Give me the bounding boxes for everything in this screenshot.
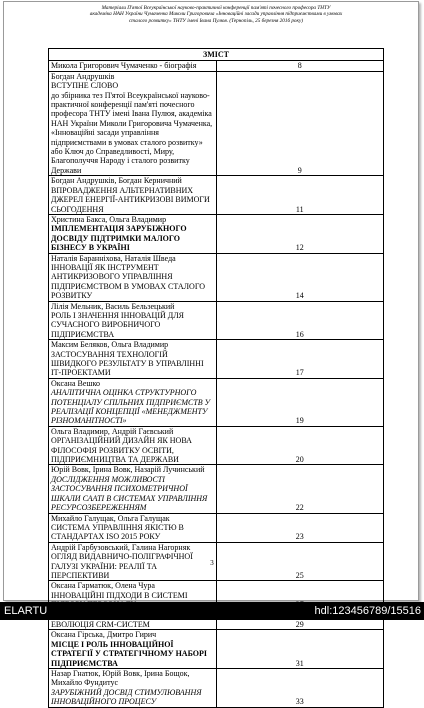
toc-entry-authors: Оксана Гарматюк, Олена Чура xyxy=(51,581,155,591)
toc-entry-title: ЕВОЛЮЦІЯ CRM-СИСТЕМ xyxy=(51,619,150,629)
toc-entry-page: 33 xyxy=(216,669,384,708)
toc-entry-text xyxy=(49,301,217,340)
toc-entry-authors: Юрій Вовк, Ірина Вовк, Назарій Лучинський xyxy=(51,465,205,475)
toc-entry-title: ІМПЛЕМЕНТАЦІЯ ЗАРУБІЖНОГО ДОСВІДУ ПІДТРИМКИ МАЛОГО БІЗНЕСУ В УКРАЇНІ xyxy=(51,224,187,253)
toc-entry-page: 14 xyxy=(216,253,384,301)
toc-entry-row xyxy=(49,426,384,465)
toc-entry-text xyxy=(49,465,217,513)
toc-entry-row xyxy=(49,513,384,542)
toc-entry-title: ІННОВАЦІЙНІ ПІДХОДИ В СИСТЕМІ xyxy=(51,590,188,600)
page-number: 3 xyxy=(210,559,214,567)
toc-entry-authors: Оксана Гірська, Дмитро Гирич xyxy=(51,630,157,640)
toc-entry-title: ВПРОВАДЖЕННЯ АЛЬТЕРНАТИВНИХ ДЖЕРЕЛ ЕНЕРГІЇ-АНТИКРИЗОВІ ВИМОГИ СЬОГОДЕННЯ xyxy=(51,185,210,214)
toc-entry-title: МІСЦЕ І РОЛЬ ІННОВАЦІЙНОЇ СТРАТЕГІЇ У СТРАТЕГІЧНОМУ НАБОРІ ПІДПРИЄМСТВА xyxy=(51,639,208,668)
toc-entry-text xyxy=(49,61,217,71)
toc-entry-title: ІННОВАЦІЇ ЯК ІНСТРУМЕНТ АНТИКРИЗОВОГО УПРАВЛІННЯ ПІДПРИЄМСТВОМ В УМОВАХ СТАЛОГО РОЗВИТКУ xyxy=(51,262,206,301)
toc-entry-row xyxy=(49,71,384,175)
toc-entry-page: 9 xyxy=(216,71,384,175)
toc-entry-page: 19 xyxy=(216,378,384,426)
toc-entry-text xyxy=(49,426,217,465)
toc-entry-text xyxy=(49,176,217,215)
toc-entry-authors: Богдан Андрушків xyxy=(51,71,115,81)
toc-entry-authors: Наталія Баранніхова, Наталія Шведа xyxy=(51,253,176,263)
toc-entry-row xyxy=(49,176,384,215)
toc-entry-authors: Михайло Галущак, Ольга Галущак xyxy=(51,513,170,523)
toc-entry-row xyxy=(49,378,384,426)
toc-entry-title: СИСТЕМА УПРАВЛІННЯ ЯКІСТЮ В СТАНДАРТАХ ISO 2015 РОКУ xyxy=(51,522,184,542)
toc-entry-page: 22 xyxy=(216,465,384,513)
toc-entry-title: Микола Григорович Чумаченко - біографія xyxy=(51,61,197,71)
toc-entry-page: 23 xyxy=(216,513,384,542)
header-line: академіка НАН України Чумаченка Миколи Григоровича «Інноваційні засади управління підприємствами в умовах xyxy=(89,11,343,18)
toc-entry-text xyxy=(49,253,217,301)
toc-entry-authors: Богдан Андрушків, Богдан Керничний xyxy=(51,176,182,186)
toc-entry-authors: Максим Беляков, Ольга Владимир xyxy=(51,340,169,350)
toc-entry-authors: Христина Бакса, Ольга Владимир xyxy=(51,214,167,224)
toc-entry-title: АНАЛІТИЧНА ОЦІНКА СТРУКТУРНОГО ПОТЕНЦІАЛУ СПІЛЬНИХ ПІДПРИЄМСТВ У РЕАЛІЗАЦІЇ КОНЦЕПЦІЇ «МЕНЕДЖМЕНТУ РІЗНОМАНІТНОСТІ» xyxy=(51,388,211,426)
toc-entry-text xyxy=(49,669,217,708)
toc-entry-title: РОЛЬ І ЗНАЧЕННЯ ІННОВАЦІЙ ДЛЯ СУЧАСНОГО ВИРОБНИЧОГО ПІДПРИЄМСТВА xyxy=(51,310,184,339)
toc-entry-title: ЗАРУБІЖНИЙ ДОСВІД СТИМУЛЮВАННЯ ІННОВАЦІЙНОГО ПРОЦЕСУ xyxy=(51,687,202,707)
toc-entry-authors: Лілія Мельник, Василь Бельзецький xyxy=(51,301,175,311)
toc-entry-authors: Назар Гнатюк, Юрій Вовк, Ірина Бощок, Михайло Фундитус xyxy=(51,669,190,688)
toc-entry-row xyxy=(49,301,384,340)
toc-entry-authors: Андрій Гарбузовський, Галина Нагорняк xyxy=(51,542,191,552)
toc-entry-row xyxy=(49,630,384,669)
toc-entry-authors: Оксана Вешко xyxy=(51,378,101,388)
toc-entry-title: ВСТУПНЕ СЛОВО xyxy=(51,81,119,91)
toc-entry-page: 16 xyxy=(216,301,384,340)
toc-entry-authors: Ольга Владимир, Андрій Гаєвський xyxy=(51,426,174,436)
toc-entry-page: 12 xyxy=(216,214,384,253)
toc-entry-title: ОГЛЯД ВИДАВНИЧО-ПОЛІГРАФІЧНОЇ ГАЛУЗІ УКРАЇНИ: РЕАЛІЇ ТА ПЕРСПЕКТИВИ xyxy=(51,552,193,580)
toc-entry-row xyxy=(49,61,384,71)
footer-repository-name[interactable]: ELARTU xyxy=(4,605,48,617)
toc-entry-text xyxy=(49,214,217,253)
toc-entry-text xyxy=(49,71,217,175)
toc-entry-text xyxy=(49,513,217,542)
toc-entry-title: ЗАСТОСУВАННЯ ТЕХНОЛОГІЙ ШВИДКОГО РЕЗУЛЬТАТУ В УПРАВЛІННІ ІТ-ПРОЕКТАМИ xyxy=(51,349,204,378)
toc-entry-text xyxy=(49,340,217,379)
toc-entry-row xyxy=(49,340,384,379)
footer-bar xyxy=(0,602,424,620)
toc-entry-page: 20 xyxy=(216,426,384,465)
toc-entry-page: 17 xyxy=(216,340,384,379)
toc-entry-page: 11 xyxy=(216,176,384,215)
toc-entry-subtitle: до збірника тез П'ятої Всеукраїнської науково-практичної конференції пам'яті почесного професора ТНТУ імені Івана Пулюя, академіка НАН України Миколи Григоровича Чумаченка, «Інноваційні засади управління підприємствами в умовах сталого розвитку» або Ключ до Справедливості, Миру, Благополуччя Народу і сталого розвитку Держави xyxy=(51,90,213,175)
toc-entry-page: 8 xyxy=(216,61,384,71)
toc-entry-page: 29 xyxy=(216,610,384,630)
header-line: сталого розвитку» ТНТУ імені Івана Пулюя. (Тернопіль, 25 березня 2016 року) xyxy=(129,17,303,24)
header-line: Матеріали П'ятої Всеукраїнської науково-практичної конференції пам'яті почесного професора ТНТУ xyxy=(101,5,331,11)
toc-title-row xyxy=(49,49,384,61)
toc-entry-page: 25 xyxy=(216,542,384,581)
toc-entry-text xyxy=(49,378,217,426)
running-header xyxy=(44,5,388,24)
toc-entry-title: ДОСЛІДЖЕННЯ МОЖЛИВОСТІ ЗАСТОСУВАННЯ ПСИХОМЕТРИЧНОЇ ШКАЛИ СААТІ В СИСТЕМАХ УПРАВЛІННЯ РЕСУРСОЗБЕРЕЖЕННЯМ xyxy=(51,474,208,513)
toc-entry-row xyxy=(49,253,384,301)
toc-title: ЗМІСТ xyxy=(49,49,384,61)
toc-entry-row xyxy=(49,669,384,708)
toc-entry-text xyxy=(49,630,217,669)
footer-handle[interactable]: hdl:123456789/15516 xyxy=(314,605,421,617)
toc-entry-row xyxy=(49,214,384,253)
toc-entry-row xyxy=(49,465,384,513)
toc-entry-page: 31 xyxy=(216,630,384,669)
toc-entry-title: ОРГАНІЗАЦІЙНИЙ ДИЗАЙН ЯК НОВА ФІЛОСОФІЯ РОЗВИТКУ ОСВІТИ, ПІДПРИЄМНИЦТВА ТА ДЕРЖАВИ xyxy=(51,436,192,465)
